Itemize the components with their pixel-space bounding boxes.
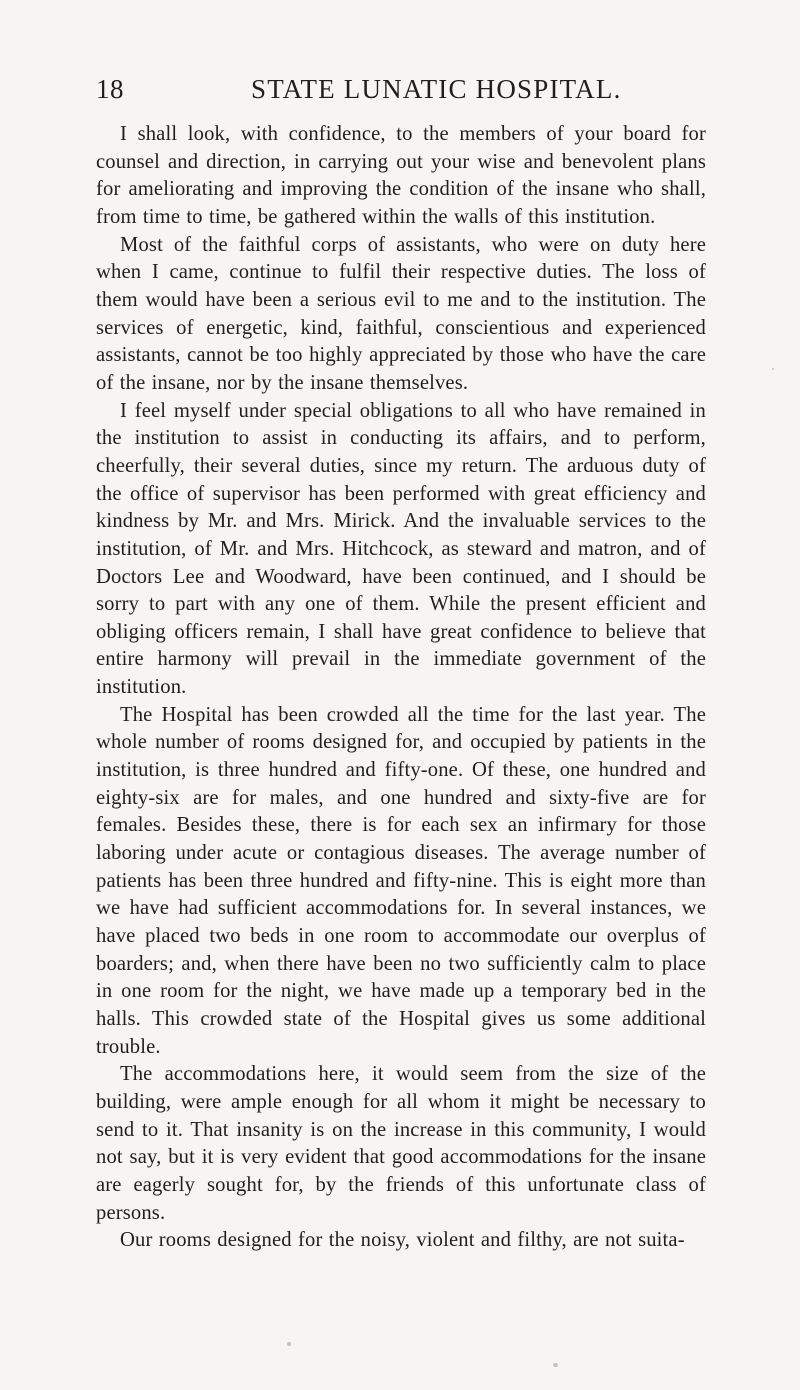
- paragraph: Our rooms designed for the noisy, violent and filthy, are not suita-: [120, 1229, 685, 1252]
- paper-speck: [772, 368, 774, 370]
- paragraph: The accommodations here, it would seem from the size of the building, were ample enough for all whom it might be necessary to send to it. That insanity is on the increase in this community, I would not say, but it is very evident that good accommodations for the insane are eagerly sought for, by the friends of this unfortunate class of persons.: [96, 1063, 706, 1224]
- paper-speck: [287, 1342, 291, 1346]
- paragraph: Most of the faithful corps of assistants, who were on duty here when I came, continue to fulfil their respective duties. The loss of them would have been a serious evil to me and to the institution. The services of energetic, kind, faithful, conscientious and experienced assistants, cannot be too highly appreciated by those who have the care of the insane, nor by the insane themselves.: [96, 233, 706, 394]
- paragraph: The Hospital has been crowded all the time for the last year. The whole number of rooms designed for, and occupied by patients in the institution, is three hundred and fifty-one. Of these, one hundred and eighty-six are for males, and one hundred and sixty-five are for females. Besides these, there is for each sex an infirmary for those laboring under acute or contagious diseases. The average number of patients has been three hundred and fifty-nine. This is eight more than we have had sufficient accommodations for. In several instances, we have placed two beds in one room to accommodate our overplus of boarders; and, when there have been no two sufficiently calm to place in one room for the night, we have made up a temporary bed in the halls. This crowded state of the Hospital gives us some additional trouble.: [96, 703, 706, 1058]
- running-title: STATE LUNATIC HOSPITAL.: [251, 74, 622, 104]
- body-text: [96, 116, 706, 1255]
- paragraph: I feel myself under special obligations to all who have remained in the institution to assist in conducting its affairs, and to perform, cheerfully, their several duties, since my return. The arduous duty of the office of supervisor has been performed with great efficiency and kindness by Mr. and Mrs. Mirick. And the invaluable services to the institution, of Mr. and Mrs. Hitchcock, as steward and matron, and of Doctors Lee and Woodward, have been continued, and I should be sorry to part with any one of them. While the present efficient and obliging officers remain, I shall have great confidence to believe that entire harmony will prevail in the immediate government of the institution.: [96, 399, 706, 699]
- paragraph: I shall look, with confidence, to the members of your board for counsel and direction, in carrying out your wise and benevolent plans for ameliorating and improving the condition of the insane who shall, from time to time, be gathered within the walls of this institution.: [96, 123, 706, 228]
- paper-speck: [553, 1363, 558, 1367]
- page-number: 18: [96, 74, 124, 104]
- page-header: [96, 74, 706, 114]
